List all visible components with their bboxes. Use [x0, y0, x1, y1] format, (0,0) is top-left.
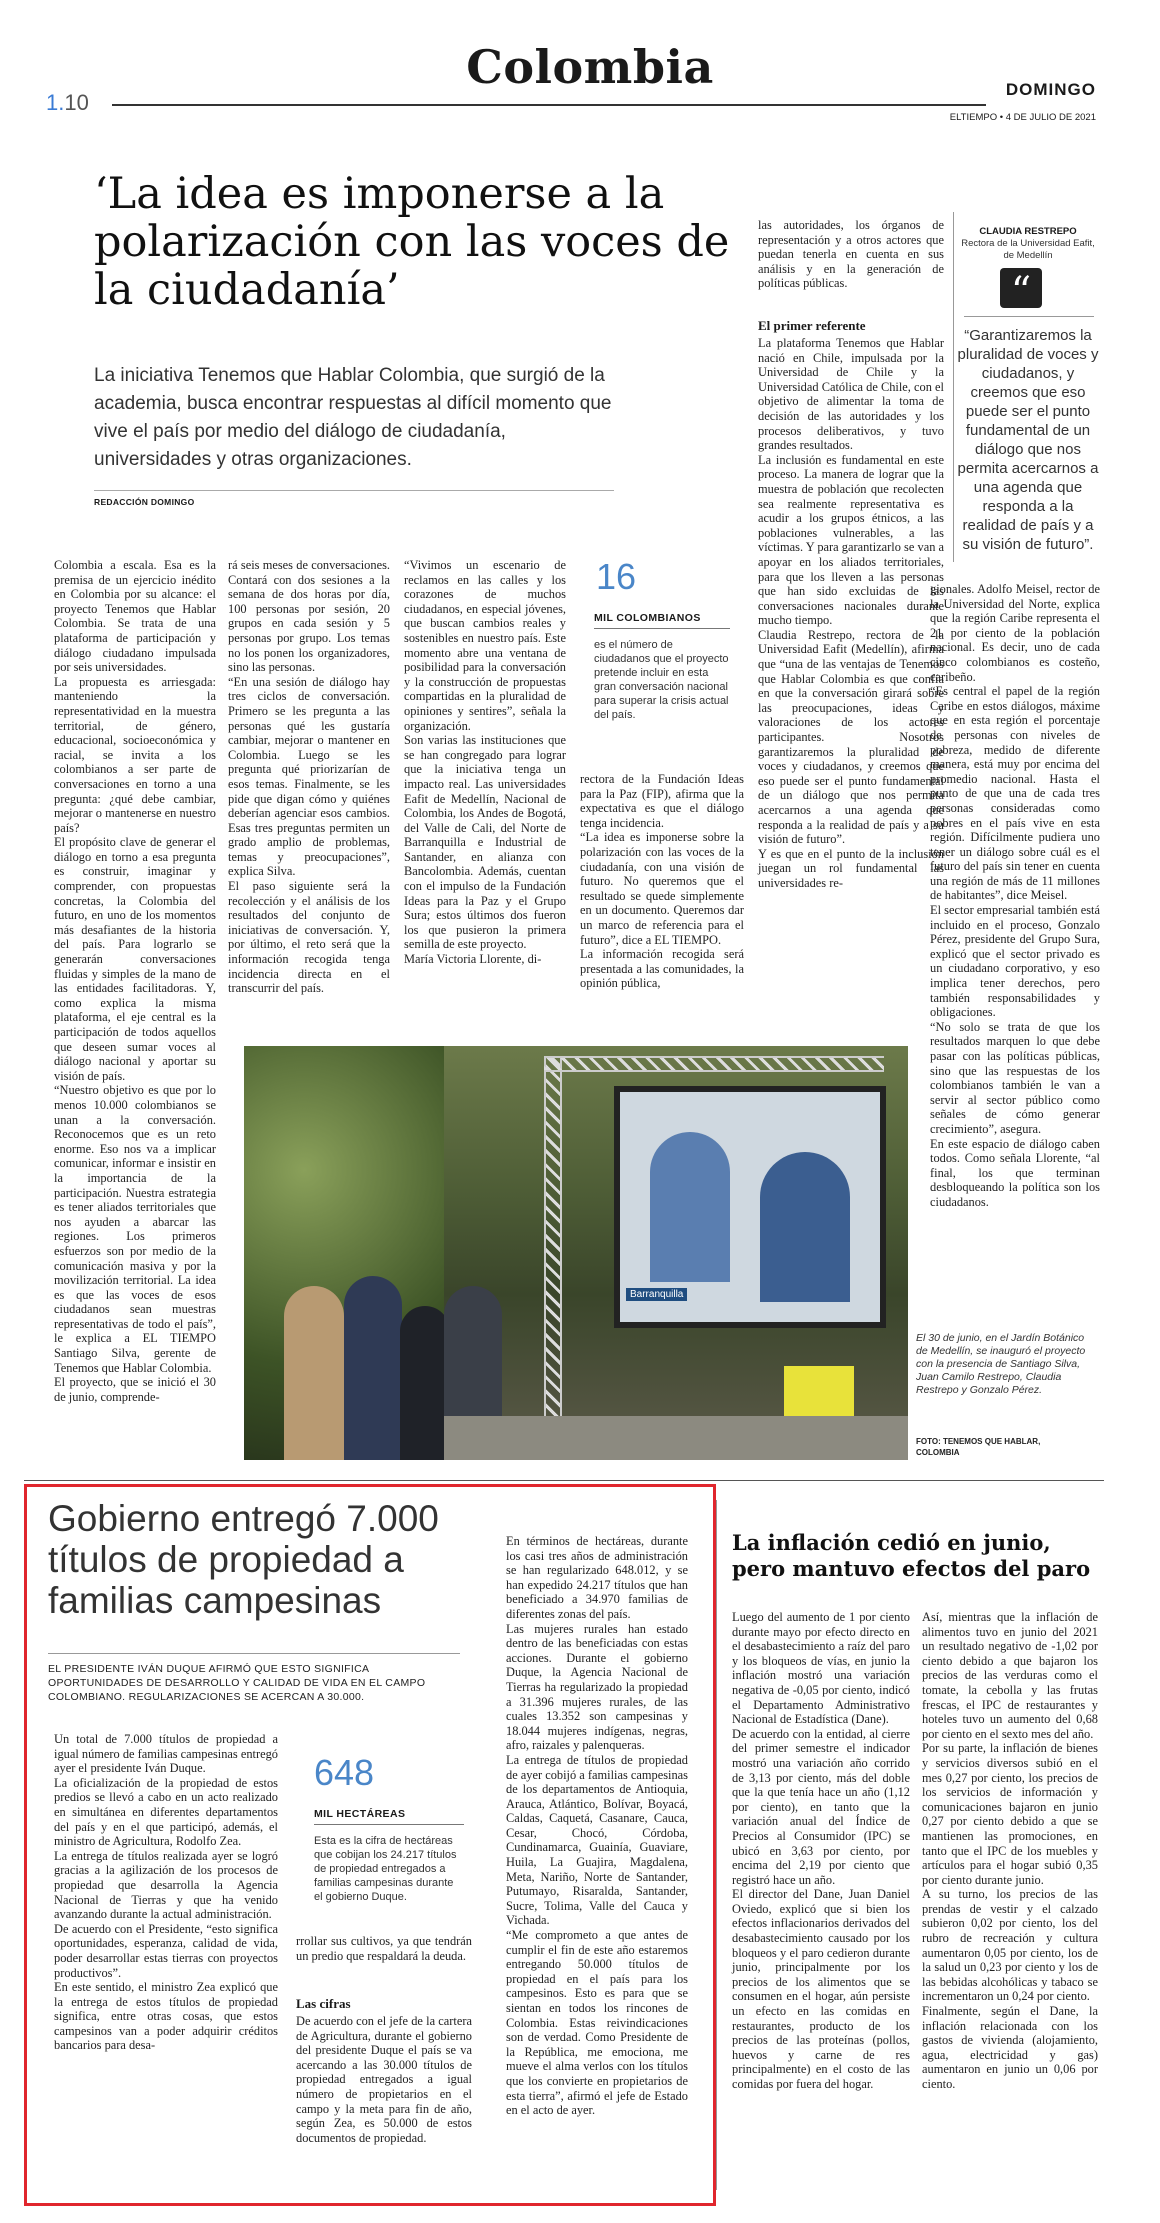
photo-ground — [444, 1416, 908, 1460]
photo-credit: FOTO: TENEMOS QUE HABLAR, COLOMBIA — [916, 1437, 1041, 1457]
main-col6: gionales. Adolfo Meisel, rector de la Universidad del Norte, explica que la región Caribe representa el 21 por ciento de la población nacional. Es decir, uno de cada cinco colombianos es costeño, caribeño. “Es central el papel de la región Caribe en estos diálogos, máxime que en esta región el porcentaje de personas con niveles de pobreza, medido de diferente manera, está muy por encima del promedio nacional. Hasta el punto de que una de cada tres personas consideradas como pobres en el país vive en esta región. Difícilmente pudiera uno tener un diálogo sobre cuál es el futuro del país sin tener en cuenta una región de más de 11 millones de habitantes”, dice Meisel. El sector empresarial también está incluido en el proceso, Gonzalo Pérez, presidente del Grupo Sura, explicó que el sector privado es un ciudadano corporativo, y eso implica tener derechos, pero también responsabilidades y obligaciones. “No solo se trata de que los resultados marquen lo que debe pasar con las políticas públicas, sino que las respuestas de los colombianos también le van a servir al sector público como señales de cómo generar crecimiento”, asegura. En este espacio de diálogo caben todos. Como señala Llorente, “al final, los que terminan desbloqueando la política son los ciudadanos. — [930, 582, 1100, 1209]
stat-rule — [594, 628, 730, 629]
section-title: Colombia — [466, 40, 714, 94]
land-col2: rrollar sus cultivos, ya que tendrán un predio que respaldará la deuda. — [296, 1934, 472, 1963]
stat-text: es el número de ciudadanos que el proyecto pretende incluir en esta gran conversación nacional para superar la crisis actual del país. — [594, 639, 729, 721]
main-col3: “Vivimos un escenario de reclamos en las calles y los corazones de muchos ciudadanos, en especial jóvenes, que buscan cambios reales y sostenibles en nuestro país. Este momento abre una ventana de posibilidad para la conversación y la construcción de propuestas compartidas en la pluralidad de opiniones y sentires”, señala la organización. Son varias las instituciones que se han congregado para lograr que la iniciativa tenga un impacto real. Las universidades Eafit de Medellín, Nacional de Colombia, los Andes de Bogotá, del Valle de Cali, del Norte de Barranquilla e Industrial de Santander, en alianza con Bancolombia. Además, cuentan con el impulso de la Fundación Ideas para la Paz y el Grupo Sura; estos últimos dos fueron los que pusieron la primera semilla de este proyecto. María Victoria Llorente, di- — [404, 558, 566, 967]
main-col2: rá seis meses de conversaciones. Contará con dos sesiones a la semana de dos horas por día, 100 personas por sesión, 20 grupos en cada sesión y 5 personas por grupo. Los temas no los ponen los organizadores, sino las personas. “En una sesión de diálogo hay tres ciclos de conversación. Primero se les pregunta a las personas qué les gustaría cambiar, mejorar o mantener en Colombia. Luego se les pregunta qué priorizarían de esos temas. Finalmente, se les pide que digan cómo y quiénes deberían agenciar esos cambios. Esas tres preguntas permiten un grado amplio de problemas, temas y preocupaciones”, explica Silva. El paso siguiente será la recolección y el análisis de los resultados del conjunto de iniciativas de conversación. Y, por último, el reto será que la información recogida tenga incidencia directa en el transcurrir del país. — [228, 558, 390, 996]
inflation-col2: Así, mientras que la inflación de alimentos tuvo en junio del 2021 un resultado negativo de -1,02 por ciento debido a que bajaron los precios de las verduras como el tomate, la cebolla y las frutas frescas, el IPC de restaurantes y hoteles tuvo un aumento del 0,68 por ciento en el sexto mes del año. Por su parte, la inflación de bienes y servicios diversos subió en el mes 0,27 por ciento, los precios de los servicios de información y comunicaciones bajaron en junio 0,27 por ciento debido a que se mantienen las promociones, en tanto que el IPC de los muebles y artículos para el hogar subió 0,35 por ciento durante junio. A su turno, los precios de las prendas de vestir y el calzado subieron 0,02 por ciento, los del rubro de recreación y cultura aumentaron 0,05 por ciento, los de la salud un 0,23 por ciento y los de las bebidas alcohólicas y tabaco se incrementaron un 0,24 por ciento. Finalmente, según el Dane, la inflación relacionada con los gastos de vivienda (alojamiento, agua, electricidad y gas) aumentaron en junio un 0,06 por ciento. — [922, 1610, 1098, 2091]
land-kicker: EL PRESIDENTE IVÁN DUQUE AFIRMÓ QUE ESTO SIGNIFICA OPORTUNIDADES DE DESARROLLO Y CALIDAD DE VIDA EN EL CAMPO COLOMBIANO. REGULARIZACIONES SE ACERCAN A 30.000. — [48, 1663, 426, 1703]
main-col5-top: La plataforma Tenemos que Hablar nació en Chile, impulsada por la Universidad de Chile y la Universidad Católica de Chile, con el objetivo de alimentar la toma de decisión de las autoridades y los procesos deliberativos, y tuvo grandes resultados. La inclusión es fundamental en este proceso. La manera de lograr que la muestra de población que recolecten sea realmente representativa es acudir a los grupos étnicos, a las poblaciones vulnerables, a las víctimas. Y para garantizarlo se van a apoyar en los aliados territoriales, para que los lleven a las personas que han sido excluidas de las conversaciones nacionales durante mucho tiempo. Claudia Restrepo, rectora de la Universidad Eafit (Medellín), afirma que “una de las ventajas de Tenemos que Hablar Colombia es que confía en que la conversación girará sobre las preocupaciones, ideas y valoraciones de los actores participantes. Nosotros garantizaremos la pluralidad de voces y ciudadanos, y creemos que eso puede ser el punto fundamental de un diálogo que nos permita acercarnos a una agenda que responda a la realidad de país y a su visión de futuro”. Y es que en el punto de la inclusión juegan un rol fundamental las universidades re- — [758, 336, 944, 890]
inflation-headline: La inflación cedió en junio, pero mantuvo efectos del paro — [732, 1530, 1091, 1581]
screen-person-left — [650, 1132, 730, 1282]
land-headline: Gobierno entregó 7.000 títulos de propiedad a familias campesinas — [48, 1498, 439, 1621]
photo-yellow-chair — [784, 1366, 854, 1416]
land-stat-number: 648 — [314, 1752, 375, 1793]
header-rule — [112, 104, 986, 106]
quote-marks-icon: “ — [1000, 268, 1042, 308]
land-col1: Un total de 7.000 títulos de propiedad a igual número de familias campesinas entregó ayer el presidente Iván Duque. La oficialización de la propiedad de estos predios se llevó a cabo en un acto realizado en simultánea en diferentes departamentos del país y en el que participó, además, el ministro de Agricultura, Rodolfo Zea. La entrega de títulos realizada ayer se logró gracias a la agilización de los procesos de propiedad que desarrolla la Agencia Nacional de Tierras y que ha venido avanzando durante la actual administración. De acuerdo con el Presidente, “esto significa oportunidades, esperanza, calidad de vida, poder desarrollar estas tierras con proyectos productivos”. En este sentido, el ministro Zea explicó que la entrega de estos títulos de propiedad significa, entre otras cosas, que estos campesinos van a poder adquirir créditos bancarios para desa- — [54, 1732, 278, 2053]
main-col1: Colombia a escala. Esa es la premisa de un ejercicio inédito en Colombia por su alcance: el proyecto Tenemos que Hablar Colombia. Se trata de una plataforma de participación y diálogo ciudadano impulsada por seis universidades. La propuesta es arriesgada: manteniendo la representatividad en la muestra territorial, de género, educacional, socioeconómica y racial, se invita a los colombianos a ser parte de conversaciones en torno a una pregunta: ¿qué debe cambiar, mejorar o mantenerse en nuestro país? El propósito clave de generar el diálogo en torno a esa pregunta es construir, imaginar y comprender, con propuestas concretas, la Colombia del futuro, en uno de los momentos más desafiantes de la historia del país. Para lograrlo se generarán conversaciones fluidas y simples de la mano de las entidades facilitadoras. Y, como explica la misma plataforma, el eje central es la participación de todos aquellos que deseen sumar voces al diálogo nacional y aportar su visión de país. “Nuestro objetivo es que por lo menos 10.000 colombianos se unan a la conversación. Reconocemos que es un reto enorme. Eso nos va a implicar comunicar, informar e insistir en la importancia de la participación. Nuestra estrategia es tener aliados territoriales que nos ayuden a abarcar las regiones. Los primeros esfuerzos son por medio de la comunicación masiva y por la movilización territorial. La idea es que las voces de esos ciudadanos sean muestras representativas de todo el país”, le explica a EL TIEMPO Santiago Silva, gerente de Tenemos que Hablar Colombia. El proyecto, que se inició el 30 de junio, comprende- — [54, 558, 216, 1404]
subhead-primer-referente: El primer referente — [758, 318, 866, 333]
land-col3: En términos de hectáreas, durante los casi tres años de administración se han regularizado 648.012, y se han expedido 24.217 títulos que han beneficiado a 34.970 familias de diferentes zonas del país. Las mujeres rurales han estado dentro de las beneficiadas con estas acciones. Durante el gobierno Duque, la Agencia Nacional de Tierras ha regularizado la propiedad a 31.396 mujeres rurales, de las cuales 13.352 son campesinas y 18.044 mujeres indígenas, negras, afro, raizales y palenqueras. La entrega de títulos de propiedad de ayer cobijó a familias campesinas de los departamentos de Antioquia, Arauca, Atlántico, Bolívar, Boyacá, Caldas, Caquetá, Casanare, Cauca, Cesar, Chocó, Córdoba, Cundinamarca, Guainía, Guaviare, Huila, La Guajira, Magdalena, Meta, Nariño, Norte de Santander, Putumayo, Risaralda, Santander, Sucre, Tolima, Valle del Cauca y Vichada. “Me comprometo a que antes de cumplir el fin de este año estaremos entregando 50.000 títulos de propiedad en el país para los campesinos. Esto es para que se sientan en todos los rincones de Colombia. Estas reivindicaciones son de verdad. Como Presidente de la República, me emociona, me mueve el alma verlos con los títulos que los convierte en propietarios de esta tierra”, afirmó el jefe de Estado en el acto de ayer. — [506, 1534, 688, 2118]
stat-label: MIL COLOMBIANOS — [594, 612, 701, 624]
quote-rule — [964, 316, 1094, 317]
photo-caption: El 30 de junio, en el Jardín Botánico de Medellín, se inauguró el proyecto con la presencia de Santiago Silva, Juan Camilo Restrepo, Claudia Restrepo y Gonzalo Pérez. — [916, 1332, 1086, 1396]
byline: REDACCIÓN DOMINGO — [94, 497, 195, 507]
land-stat-label: MIL HECTÁREAS — [314, 1808, 406, 1820]
main-col4-top: las autoridades, los órganos de representación y a otros actores que puedan tenerla en cuenta en sus análisis y en la generación de políticas públicas. — [758, 218, 944, 291]
byline-rule — [94, 490, 614, 491]
inflation-col1: Luego del aumento de 1 por ciento durante mayo por efecto directo en el desabastecimiento a raíz del paro y los bloqueos de vías, en junio la inflación mostró una variación negativa de -0,05 por ciento, indicó el Departamento Administrativo Nacional de Estadística (Dane). De acuerdo con la entidad, al cierre del primer semestre el indicador mostró una variación año corrido de 3,13 por ciento, más del doble que la que tenía hace un año (1,12 por ciento), en tanto que la variación anual del Índice de Precios al Consumidor (IPC) se ubicó en 3,63 por ciento, por encima del 2,19 por ciento que registró hace un año. El director del Dane, Juan Daniel Oviedo, explicó que si bien los efectos inflacionarios derivados del desabastecimiento causado por los bloqueos y el paro cedieron durante junio, principalmente por los precios de los alimentos que se consumen en el hogar, aún persiste un efecto en las comidas en restaurantes, producto de los precios de las proteínas (pollos, huevos y carne de res principalmente) en el costo de las comidas por fuera del hogar. — [732, 1610, 910, 2091]
land-stat-rule — [314, 1824, 464, 1825]
day-label: DOMINGO — [1005, 80, 1096, 99]
quote-role: Rectora de la Universidad Eafit, de Medellín — [961, 238, 1095, 261]
event-photo — [244, 1046, 908, 1460]
screen-person-right — [760, 1152, 850, 1302]
main-headline: ‘La idea es imponerse a la polarización con las voces de la ciudadanía’ — [94, 169, 730, 315]
stat-number: 16 — [596, 556, 637, 597]
main-deck: La iniciativa Tenemos que Hablar Colombia, que surgió de la academia, busca encontrar respuestas al difícil momento que vive el país por medio del diálogo de ciudadanía, universidades y otras organizaciones. — [94, 365, 612, 470]
person-3 — [400, 1306, 450, 1460]
photo-truss — [544, 1056, 562, 1436]
article-divider — [716, 1500, 717, 2190]
land-subhead-cifras: Las cifras — [296, 1996, 351, 2011]
photo-screen — [614, 1086, 886, 1328]
page-number: 1.10 — [46, 90, 89, 115]
land-stat-text: Esta es la cifra de hectáreas que cobijan los 24.217 títulos de propiedad entregados a familias campesinas durante el gobierno Duque. — [314, 1835, 457, 1903]
section-divider — [24, 1480, 1104, 1481]
quote-name: CLAUDIA RESTREPO — [979, 226, 1077, 237]
kicker-rule — [48, 1653, 460, 1654]
person-1 — [284, 1286, 344, 1460]
screen-label: Barranquilla — [626, 1288, 687, 1301]
quote-body: “Garantizaremos la pluralidad de voces y ciudadanos, y creemos que eso puede ser el punto fundamental de un diálogo que nos permita acercarnos a una agenda que responda a la realidad de país y a su visión de futuro”. — [957, 327, 1099, 553]
person-2 — [344, 1276, 402, 1460]
land-col2b: De acuerdo con el jefe de la cartera de Agricultura, durante el gobierno del presidente Duque el país se va acercando a las 30.000 títulos de propiedad entregados a igual número de propietarios en el campo y la meta para fin de año, según Zea, es 50.000 de estos documentos de propiedad. — [296, 2014, 472, 2145]
photo-truss-top — [544, 1056, 884, 1072]
main-col4: rectora de la Fundación Ideas para la Paz (FIP), afirma que la expectativa es que el diálogo tenga incidencia. “La idea es imponerse sobre la polarización con las voces de la ciudadanía, con una visión de futuro. No queremos que el resultado se quede simplemente en un documento. Queremos dar un marco de referencia para el futuro”, dice a EL TIEMPO. La información recogida será presentada a las comunidades, la opinión pública, — [580, 772, 744, 991]
dateline: ELTIEMPO • 4 DE JULIO DE 2021 — [949, 112, 1096, 123]
